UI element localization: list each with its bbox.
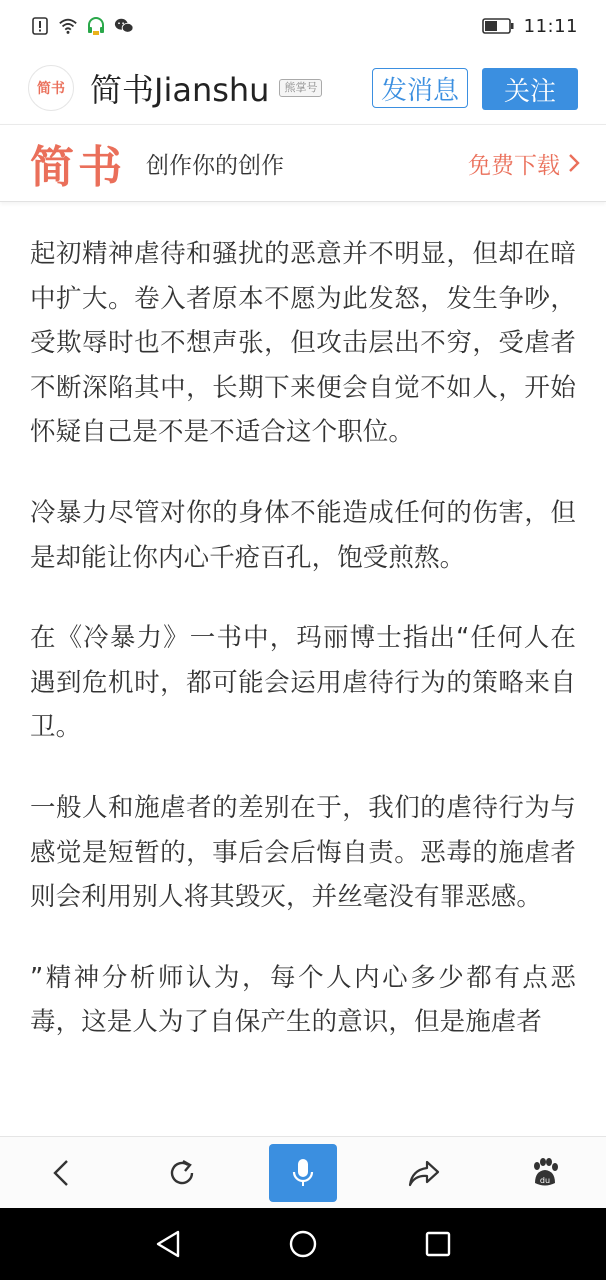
avatar[interactable]: 简书 bbox=[28, 65, 74, 111]
follow-button[interactable]: 关注 bbox=[482, 68, 578, 110]
article-paragraph: 冷暴力尽管对你的身体不能造成任何的伤害，但是却能让你内心千疮百孔，饱受煎熬。 bbox=[30, 497, 576, 573]
browser-toolbar bbox=[0, 1136, 606, 1208]
banner-slogan: 创作你的创作 bbox=[146, 152, 284, 179]
account-header bbox=[0, 52, 606, 124]
back-button[interactable] bbox=[27, 1144, 95, 1202]
status-bar bbox=[0, 0, 606, 52]
alert-icon bbox=[30, 16, 50, 36]
wifi-icon bbox=[58, 16, 78, 36]
battery-icon bbox=[482, 16, 514, 36]
chevron-right-icon bbox=[568, 153, 580, 173]
free-download-link[interactable] bbox=[468, 147, 580, 180]
voice-search-button[interactable] bbox=[269, 1144, 337, 1202]
article-body bbox=[30, 232, 576, 1132]
headset-icon bbox=[86, 16, 106, 36]
share-icon bbox=[407, 1158, 441, 1188]
status-left bbox=[30, 16, 134, 36]
article-paragraph: 起初精神虐待和骚扰的恶意并不明显，但却在暗中扩大。卷入者原本不愿为此发怒，发生争吵，受欺辱时也不想声张，但攻击层出不穷，受虐者不断深陷其中，长期下来便会自觉不如人，开始怀疑自己是不是不适合这个职位。 bbox=[30, 239, 576, 448]
free-download-label: 免费下载 bbox=[468, 152, 560, 179]
status-right bbox=[482, 16, 578, 37]
microphone-icon bbox=[291, 1157, 315, 1189]
back-icon bbox=[51, 1158, 71, 1188]
nav-back-button[interactable] bbox=[138, 1214, 198, 1274]
article-paragraph: ”精神分析师认为，每个人内心多少都有点恶毒，这是人为了自保产生的意识，但是施虐者 bbox=[30, 962, 576, 1038]
jianshu-logo: 简书 bbox=[30, 142, 126, 193]
article-paragraph: 在《冷暴力》一书中，玛丽博士指出“任何人在遇到危机时，都可能会运用虐待行为的策略来自卫。 bbox=[30, 623, 576, 743]
refresh-icon bbox=[166, 1157, 198, 1189]
account-name[interactable]: 简书Jianshu bbox=[90, 71, 270, 109]
status-time: 11:11 bbox=[523, 15, 578, 37]
nav-recents-button[interactable] bbox=[408, 1214, 468, 1274]
nav-home-icon bbox=[288, 1229, 318, 1259]
svg-text:du: du bbox=[540, 1175, 551, 1185]
nav-home-button[interactable] bbox=[273, 1214, 333, 1274]
share-button[interactable] bbox=[390, 1144, 458, 1202]
wechat-icon bbox=[114, 16, 134, 36]
article-paragraph: 一般人和施虐者的差别在于，我们的虐待行为与感觉是短暂的，事后会后悔自责。恶毒的施虐者则会利用别人将其毁灭，并丝毫没有罪恶感。 bbox=[30, 792, 576, 913]
app-download-banner[interactable] bbox=[0, 124, 606, 202]
nav-recents-icon bbox=[424, 1230, 452, 1258]
baidu-paw-icon bbox=[529, 1157, 561, 1189]
system-navigation-bar bbox=[0, 1208, 606, 1280]
baidu-button[interactable] bbox=[511, 1144, 579, 1202]
xiongzhanghao-badge: 熊掌号 bbox=[279, 79, 322, 97]
nav-back-icon bbox=[154, 1229, 182, 1259]
send-message-button[interactable]: 发消息 bbox=[372, 68, 468, 108]
refresh-button[interactable] bbox=[148, 1144, 216, 1202]
